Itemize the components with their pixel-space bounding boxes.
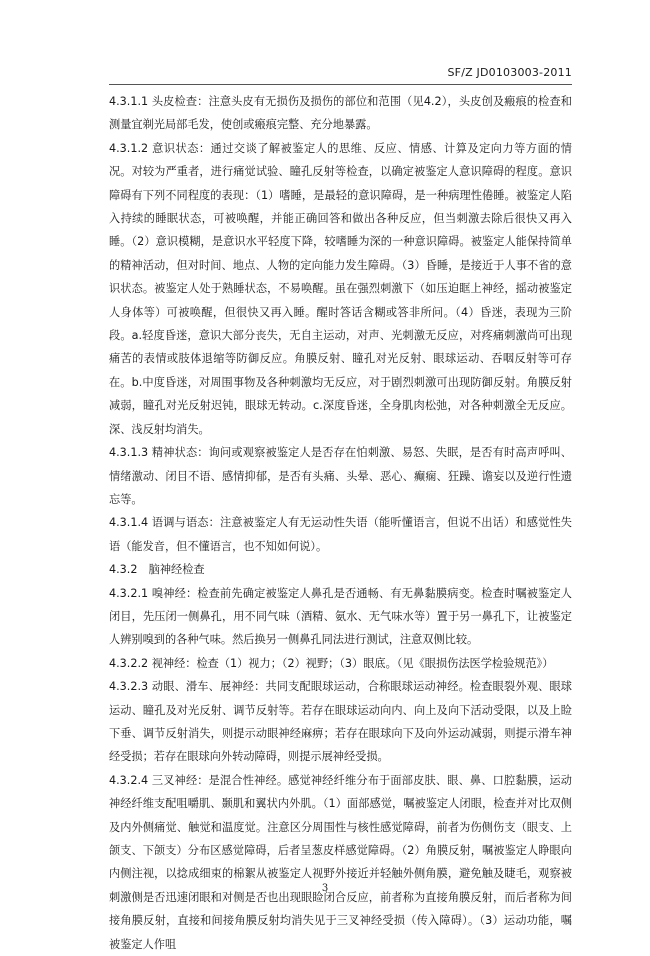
header-divider bbox=[109, 84, 572, 85]
paragraph-4-3-1-3: 4.3.1.3 精神状态：询问或观察被鉴定人是否存在怕刺激、易怒、失眠，是否有时高声呼叫、情绪激动、闭目不语、感情抑郁，是否有头痛、头晕、恶心、癫痫、狂躁、谵妄以及逆行性遗忘等。 bbox=[109, 446, 572, 506]
paragraph-4-3-1-4: 4.3.1.4 语调与语态：注意被鉴定人有无运动性失语（能听懂语言，但说不出话）和感觉性失语（能发音，但不懂语言，也不知如何说）。 bbox=[109, 516, 572, 553]
paragraph-4-3-1-1: 4.3.1.1 头皮检查：注意头皮有无损伤及损伤的部位和范围（见4.2），头皮创及瘢痕的检查和测量宜剃光局部毛发，使创或瘢痕完整、充分地暴露。 bbox=[109, 95, 572, 132]
paragraph-4-3-2-3: 4.3.2.3 动眼、滑车、展神经：共同支配眼球运动，合称眼球运动神经。检查眼裂外观、眼球运动、瞳孔及对光反射、调节反射等。若存在眼球运动向内、向上及向下活动受限，以及上睑下垂、调节反射消失，则提示动眼神经麻痹；若存在眼球向下及向外运动减弱，则提示滑车神经受损；若存在眼球向外转动障碍，则提示展神经受损。 bbox=[109, 680, 572, 764]
page-number: 3 bbox=[321, 883, 329, 894]
section-heading-4-3-2: 4.3.2 脑神经检查 bbox=[109, 563, 205, 577]
paragraph-4-3-2-1: 4.3.2.1 嗅神经：检查前先确定被鉴定人鼻孔是否通畅、有无鼻黏膜病变。检查时嘱被鉴定人闭目，先压闭一侧鼻孔，用不同气味（酒精、氨水、无气味水等）置于另一鼻孔下，让被鉴定人辨别嗅到的各种气味。然后换另一侧鼻孔同法进行测试，注意双侧比较。 bbox=[109, 586, 572, 647]
paragraph-4-3-1-2: 4.3.1.2 意识状态：通过交谈了解被鉴定人的思维、反应、情感、计算及定向力等方面的情况。对较为严重者，进行痛觉试验、瞳孔反射等检查，以确定被鉴定人意识障碍的程度。意识障碍有下列不同程度的表现：（1）嗜睡，是最轻的意识障碍，是一种病理性倦睡。被鉴定人陷入持续的睡眠状态，可被唤醒，并能正确回答和做出各种反应，但当刺激去除后很快又再入睡。（2）意识模糊，是意识水平轻度下降，较嗜睡为深的一种意识障碍。被鉴定人能保持简单的精神活动，但对时间、地点、人物的定向能力发生障碍。（3）昏睡，是接近于人事不省的意识状态。被鉴定人处于熟睡状态，不易唤醒。虽在强烈刺激下（如压迫眶上神经，摇动被鉴定人身体等）可被唤醒，但很快又再入睡。醒时答话含糊或答非所问。（4）昏迷，表现为三阶段。a.轻度昏迷，意识大部分丧失，无自主运动，对声、光刺激无反应，对疼痛刺激尚可出现痛苦的表情或肢体退缩等防御反应。角膜反射、瞳孔对光反射、眼球运动、吞咽反射等可存在。b.中度昏迷，对周围事物及各种刺激均无反应，对于剧烈刺激可出现防御反射。角膜反射减弱，瞳孔对光反射迟钝，眼球无转动。c.深度昏迷，全身肌肉松弛，对各种刺激全无反应。深、浅反射均消失。 bbox=[109, 141, 572, 436]
paragraph-4-3-2-4: 4.3.2.4 三叉神经：是混合性神经。感觉神经纤维分布于面部皮肤、眼、鼻、口腔黏膜，运动神经纤维支配咀嚼肌、颞肌和翼状内外肌。（1）面部感觉，嘱被鉴定人闭眼，检查并对比双侧及内外侧痛觉、触觉和温度觉。注意区分周围性与核性感觉障碍，前者为伤侧伤支（眼支、上颌支、下颌支）分布区感觉障碍，后者呈葱皮样感觉障碍。（2）角膜反射，嘱被鉴定人睁眼向内侧注视，以捻成细束的棉絮从被鉴定人视野外接近并轻触外侧角膜，避免触及睫毛，观察被刺激侧是否迅速闭眼和对侧是否也出现眼睑闭合反应，前者称为直接角膜反射，而后者称为间接角膜反射，直接和间接角膜反射均消失见于三叉神经受损（传入障碍）。（3）运动功能，嘱被鉴定人作咀 bbox=[109, 773, 572, 951]
paragraph-4-3-2-2: 4.3.2.2 视神经：检查（1）视力；（2）视野；（3）眼底。（见《眼损伤法医学检验规范》） bbox=[109, 656, 554, 670]
body-text bbox=[109, 90, 572, 956]
document-code-header: SF/Z JD0103003-2011 bbox=[447, 66, 572, 79]
